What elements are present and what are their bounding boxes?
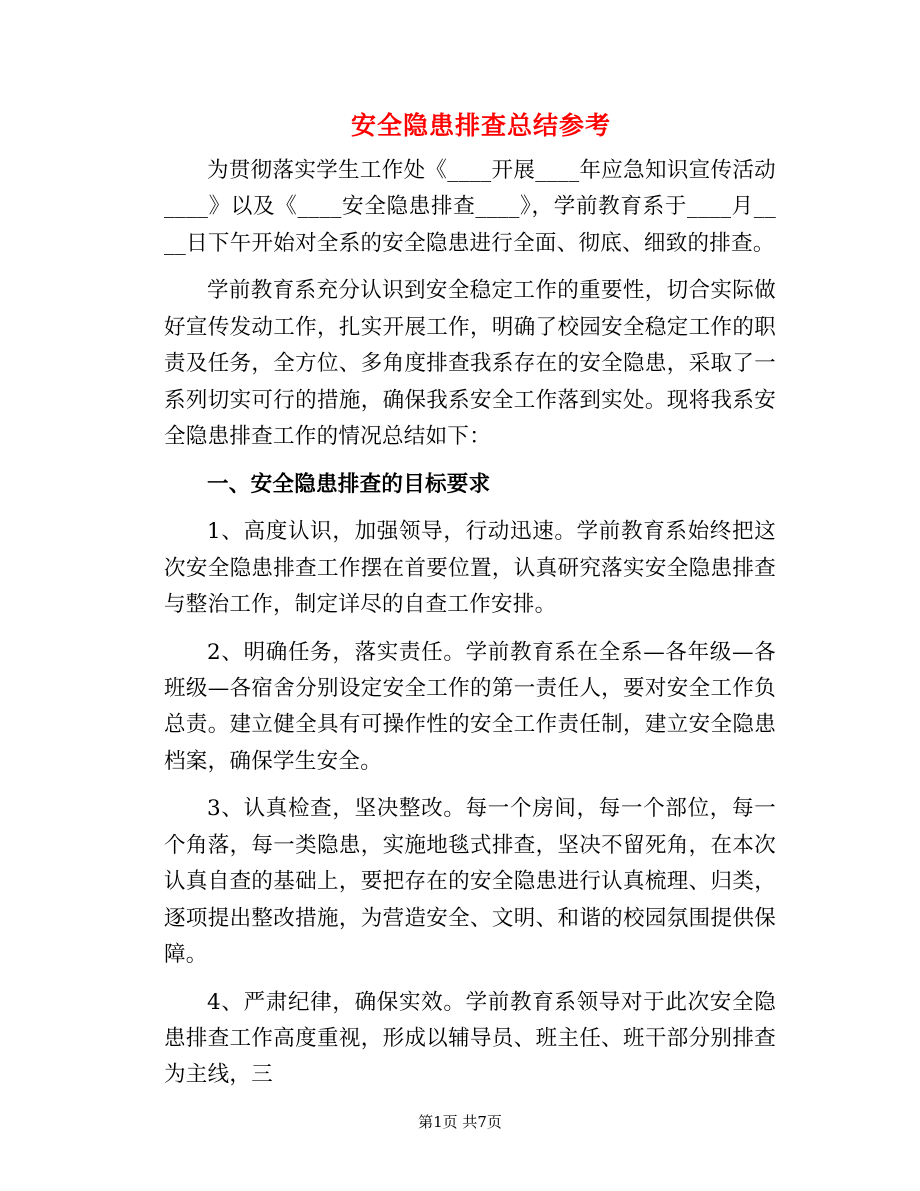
list-item-4: 4、严肃纪律，确保实效。学前教育系领导对于此次安全隐患排查工作高度重视，形成以辅导员、班主任、班干部分别排查为主线，三 — [164, 989, 776, 1088]
page-number-footer: 第1页 共7页 — [418, 1113, 502, 1131]
intro-paragraph: 为贯彻落实学生工作处《____开展____年应急知识宣传活动____》以及《____安全隐患排查____》，学前教育系于____月____日下午开始对全系的安全隐患进行全面、彻底、细致的排查。 — [164, 158, 776, 256]
list-item-3: 3、认真检查，坚决整改。每一个房间，每一个部位，每一个角落，每一类隐患，实施地毯式排查，坚决不留死角，在本次认真自查的基础上，要把存在的安全隐患进行认真梳理、归类，逐项提出整改措施，为营造安全、文明、和谐的校园氛围提供保障。 — [164, 796, 776, 968]
overview-paragraph: 学前教育系充分认识到安全稳定工作的重要性，切合实际做好宣传发动工作，扎实开展工作，明确了校园安全稳定工作的职责及任务，全方位、多角度排查我系存在的安全隐患，采取了一系列切实可行的措施，确保我系安全工作落到实处。现将我系安全隐患排查工作的情况总结如下： — [164, 278, 776, 450]
document-body — [164, 153, 776, 1094]
document-title: 安全隐患排查总结参考 — [350, 111, 611, 140]
list-item-2: 2、明确任务，落实责任。学前教育系在全系—各年级—各班级—各宿舍分别设定安全工作的第一责任人，要对安全工作负总责。建立健全具有可操作性的安全工作责任制，建立安全隐患档案，确保学生安全。 — [164, 639, 776, 774]
list-item-1: 1、高度认识，加强领导，行动迅速。学前教育系始终把这次安全隐患排查工作摆在首要位置，认真研究落实安全隐患排查与整治工作，制定详尽的自查工作安排。 — [164, 519, 776, 618]
section-heading-goals: 一、安全隐患排查的目标要求 — [207, 471, 491, 497]
